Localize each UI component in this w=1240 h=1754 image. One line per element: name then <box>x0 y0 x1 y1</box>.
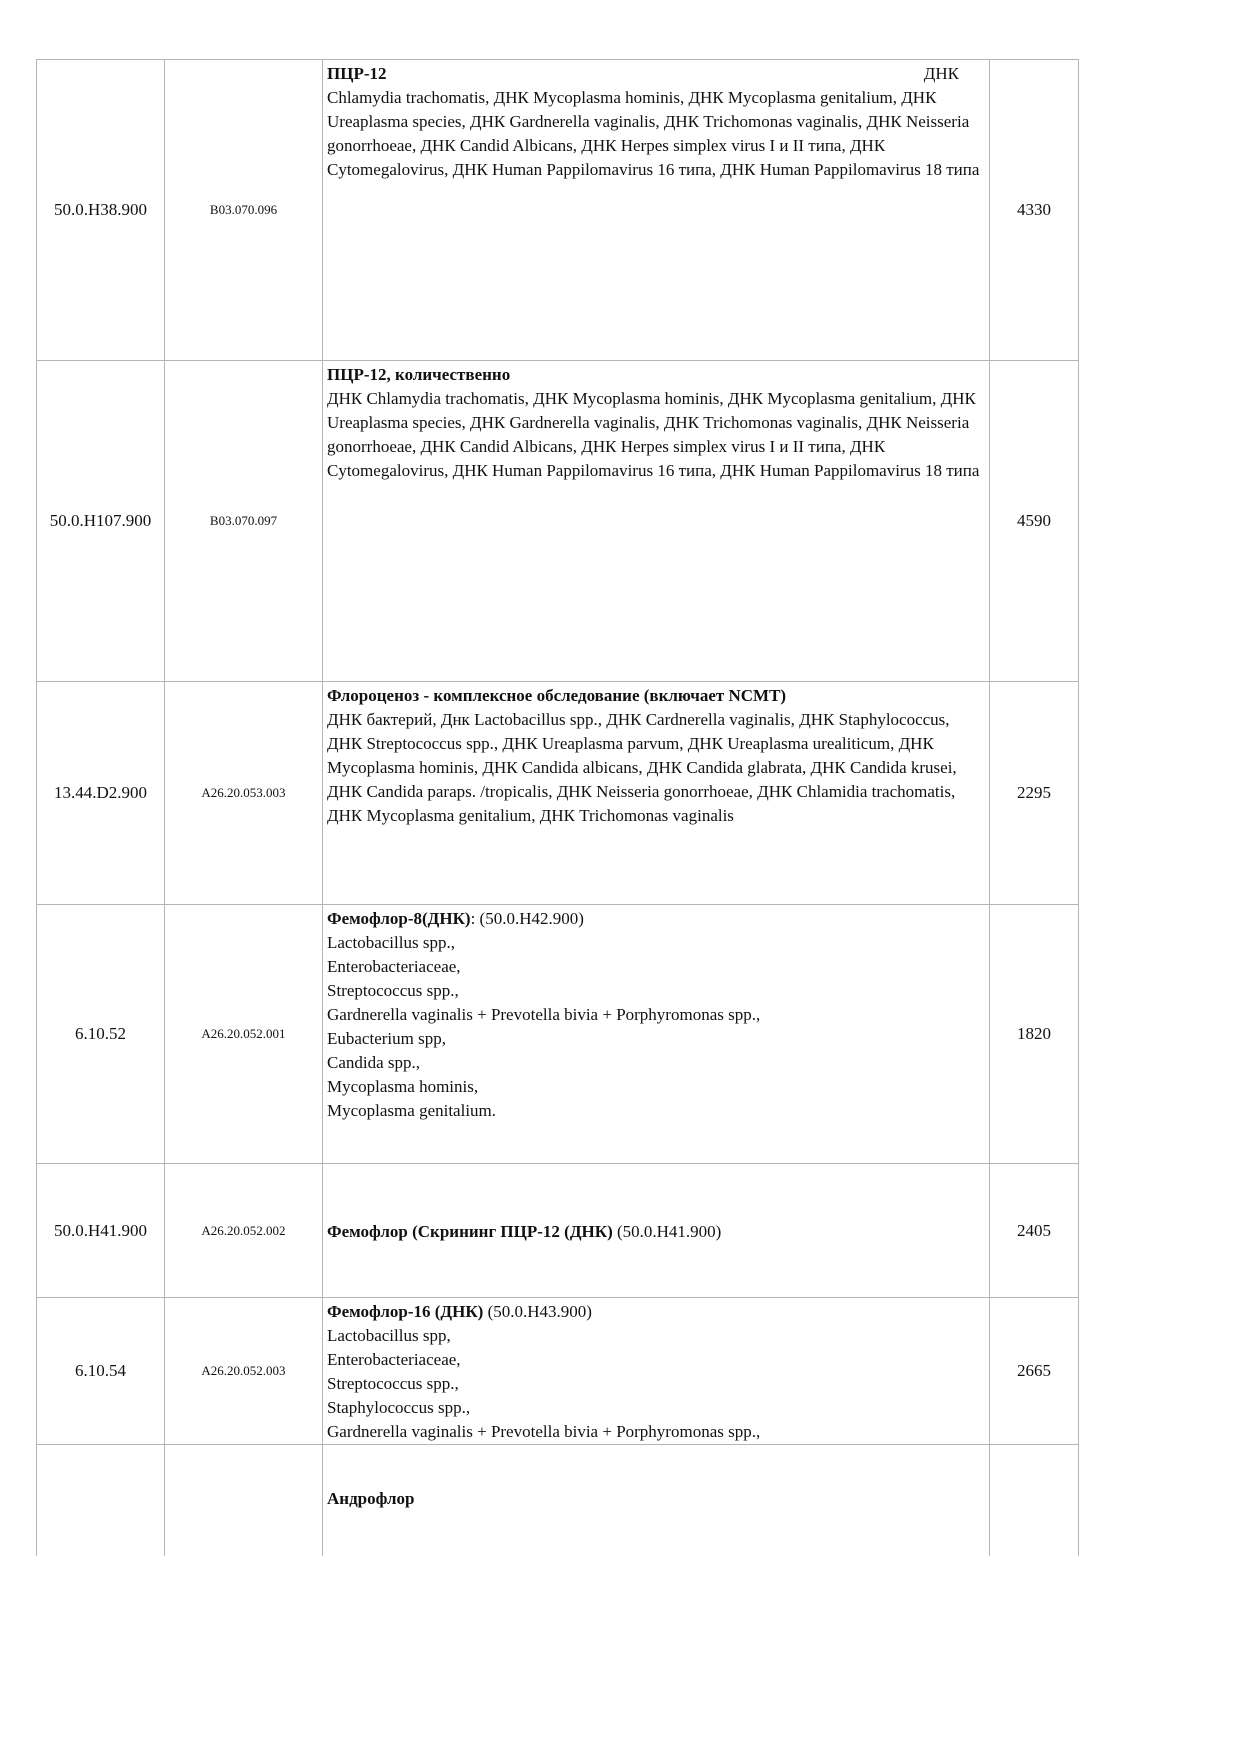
list-item: Streptococcus spp., <box>327 981 459 1000</box>
price-cell: 4330 <box>990 60 1079 361</box>
list-item: Enterobacteriaceae, <box>327 1350 461 1369</box>
code-cell: 50.0.H107.900 <box>37 361 165 682</box>
price-cell: 2405 <box>990 1164 1079 1298</box>
service-title: Фемофлор-8(ДНК) <box>327 909 471 928</box>
description-cell <box>323 682 990 905</box>
list-item: Mycoplasma hominis, <box>327 1077 479 1096</box>
service-title: ПЦР-12 <box>327 64 387 83</box>
list-item: Enterobacteriaceae, <box>327 957 461 976</box>
service-code-cell: B03.070.097 <box>165 361 323 682</box>
service-title-suffix: (50.0.H43.900) <box>483 1302 592 1321</box>
service-description: ДНК Chlamydia trachomatis, ДНК Mycoplasma hominis, ДНК Mycoplasma genitalium, ДНК Ureaplasma species, ДНК Gardnerella vaginalis, ДНК Trichomonas vaginalis, ДНК Neisseria gonorrhoeae, ДНК Candid Albicans, ДНК Herpes simplex virus I и II типа, ДНК Cytomegalovirus, ДНК Human Pappilomavirus 16 типа, ДНК Human Pappilomavirus 18 типа <box>327 389 980 480</box>
description-cell <box>323 361 990 682</box>
price-cell: 1820 <box>990 905 1079 1164</box>
table-row <box>37 905 1079 1164</box>
service-title: Фемофлор (Скрининг ПЦР-12 (ДНК) <box>327 1221 613 1241</box>
service-title: Фемофлор-16 (ДНК) <box>327 1302 484 1321</box>
table-row <box>37 1164 1079 1298</box>
code-cell: 13.44.D2.900 <box>37 682 165 905</box>
service-code-cell: A26.20.052.002 <box>165 1164 323 1298</box>
price-cell: 2665 <box>990 1298 1079 1445</box>
list-item: Lactobacillus spp., <box>327 933 455 952</box>
list-item: Streptococcus spp., <box>327 1374 459 1393</box>
service-title-suffix: : (50.0.H42.900) <box>470 909 584 928</box>
list-item: Gardnerella vaginalis + Prevotella bivia + Porphyromonas spp., <box>327 1422 761 1441</box>
table-row <box>37 361 1079 682</box>
code-cell: 50.0.H38.900 <box>37 60 165 361</box>
list-item: Eubacterium spp, <box>327 1029 446 1048</box>
list-item: Candida spp., <box>327 1053 421 1072</box>
service-title: Флороценоз - комплексное обследование (включает NCMT) <box>327 686 787 705</box>
service-code-cell: A26.20.053.003 <box>165 682 323 905</box>
service-description: Chlamydia trachomatis, ДНК Mycoplasma hominis, ДНК Mycoplasma genitalium, ДНК Ureaplasma species, ДНК Gardnerella vaginalis, ДНК Trichomonas vaginalis, ДНК Neisseria gonorrhoeae, ДНК Candid Albicans, ДНК Herpes simplex virus I и II типа, ДНК Cytomegalovirus, ДНК Human Pappilomavirus 16 типа, ДНК Human Pappilomavirus 18 типа <box>327 88 980 179</box>
service-code-cell: B03.070.096 <box>165 60 323 361</box>
service-code-cell: A26.20.052.001 <box>165 905 323 1164</box>
table-row <box>37 1445 1079 1556</box>
service-title-right: ДНК <box>923 64 959 83</box>
price-cell: 2295 <box>990 682 1079 905</box>
description-cell <box>323 1164 990 1298</box>
code-cell: 50.0.H41.900 <box>37 1164 165 1298</box>
table-row <box>37 1298 1079 1445</box>
service-title-suffix: (50.0.H41.900) <box>612 1221 722 1241</box>
list-item: Gardnerella vaginalis + Prevotella bivia + Porphyromonas spp., <box>327 1005 761 1024</box>
code-cell: 6.10.52 <box>37 905 165 1164</box>
service-title: Андрофлор <box>327 1489 415 1508</box>
table-row <box>37 60 1079 361</box>
service-code-cell <box>165 1445 323 1556</box>
description-cell <box>323 1445 990 1556</box>
code-cell <box>37 1445 165 1556</box>
service-code-cell: A26.20.052.003 <box>165 1298 323 1445</box>
description-cell <box>323 905 990 1164</box>
price-cell <box>990 1445 1079 1556</box>
code-cell: 6.10.54 <box>37 1298 165 1445</box>
service-title: ПЦР-12, количественно <box>327 365 511 384</box>
table-row <box>37 682 1079 905</box>
service-description: ДНК бактерий, Днк Lactobacillus spp., ДНК Cardnerella vaginalis, ДНК Staphylococcus, ДНК Streptococcus spp., ДНК Ureaplasma parvum, ДНК Ureaplasma urealiticum, ДНК Mycoplasma hominis, ДНК Candida albicans, ДНК Candida glabrata, ДНК Candida krusei, ДНК Candida paraps. /tropicalis, ДНК Neisseria gonorrhoeae, ДНК Chlamidia trachomatis, ДНК Mycoplasma genitalium, ДНК Trichomonas vaginalis <box>327 710 957 825</box>
price-table <box>36 59 1079 1556</box>
price-cell: 4590 <box>990 361 1079 682</box>
description-cell <box>323 1298 990 1445</box>
list-item: Mycoplasma genitalium. <box>327 1101 497 1120</box>
description-cell <box>323 60 990 361</box>
list-item: Lactobacillus spp, <box>327 1326 451 1345</box>
list-item: Staphylococcus spp., <box>327 1398 471 1417</box>
